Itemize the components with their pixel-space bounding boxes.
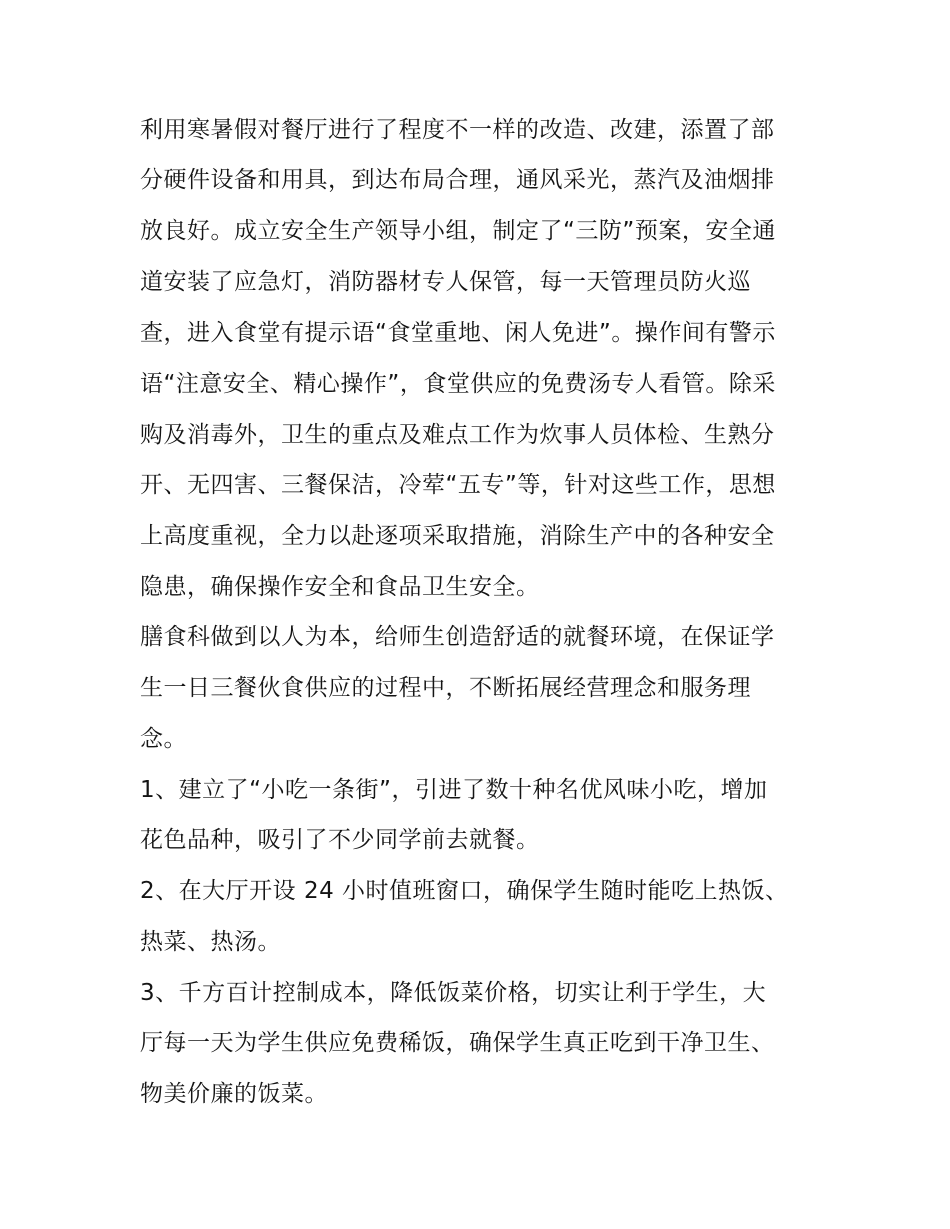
text-line: 念。 <box>140 726 187 752</box>
text-line: 隐患，确保操作安全和食品卫生安全。 <box>140 574 540 600</box>
text-line: 放良好。成立安全生产领导小组，制定了“三防”预案，安全通 <box>140 218 776 244</box>
text-line: 花色品种，吸引了不少同学前去就餐。 <box>140 827 540 853</box>
text-line: 2、在大厅开设 24 小时值班窗口，确保学生随时能吃上热饭、 <box>140 878 789 904</box>
text-line: 语“注意安全、精心操作”，食堂供应的免费汤专人看管。除采 <box>140 371 776 397</box>
text-line: 生一日三餐伙食供应的过程中，不断拓展经营理念和服务理 <box>140 675 751 701</box>
text-line: 上高度重视，全力以赴逐项采取措施，消除生产中的各种安全 <box>140 523 775 549</box>
text-line: 分硬件设备和用具，到达布局合理，通风采光，蒸汽及油烟排 <box>140 167 775 193</box>
text-line: 利用寒暑假对餐厅进行了程度不一样的改造、改建，添置了部 <box>140 117 775 143</box>
text-line: 厅每一天为学生供应免费稀饭，确保学生真正吃到干净卫生、 <box>140 1030 775 1056</box>
text-line: 3、千方百计控制成本，降低饭菜价格，切实让利于学生，大 <box>140 980 767 1006</box>
text-line: 开、无四害、三餐保洁，冷荤“五专”等，针对这些工作，思想 <box>140 472 776 498</box>
text-line: 热菜、热汤。 <box>140 929 281 955</box>
text-line: 1、建立了“小吃一条街”，引进了数十种名优风味小吃，增加 <box>140 777 768 803</box>
text-line: 道安装了应急灯，消防器材专人保管，每一天管理员防火巡 <box>140 269 751 295</box>
text-line: 购及消毒外，卫生的重点及难点工作为炊事人员体检、生熟分 <box>140 422 775 448</box>
text-line: 查，进入食堂有提示语“食堂重地、闲人免进”。操作间有警示 <box>140 320 776 346</box>
text-line: 膳食科做到以人为本，给师生创造舒适的就餐环境，在保证学 <box>140 624 775 650</box>
text-line: 物美价廉的饭菜。 <box>140 1081 328 1107</box>
